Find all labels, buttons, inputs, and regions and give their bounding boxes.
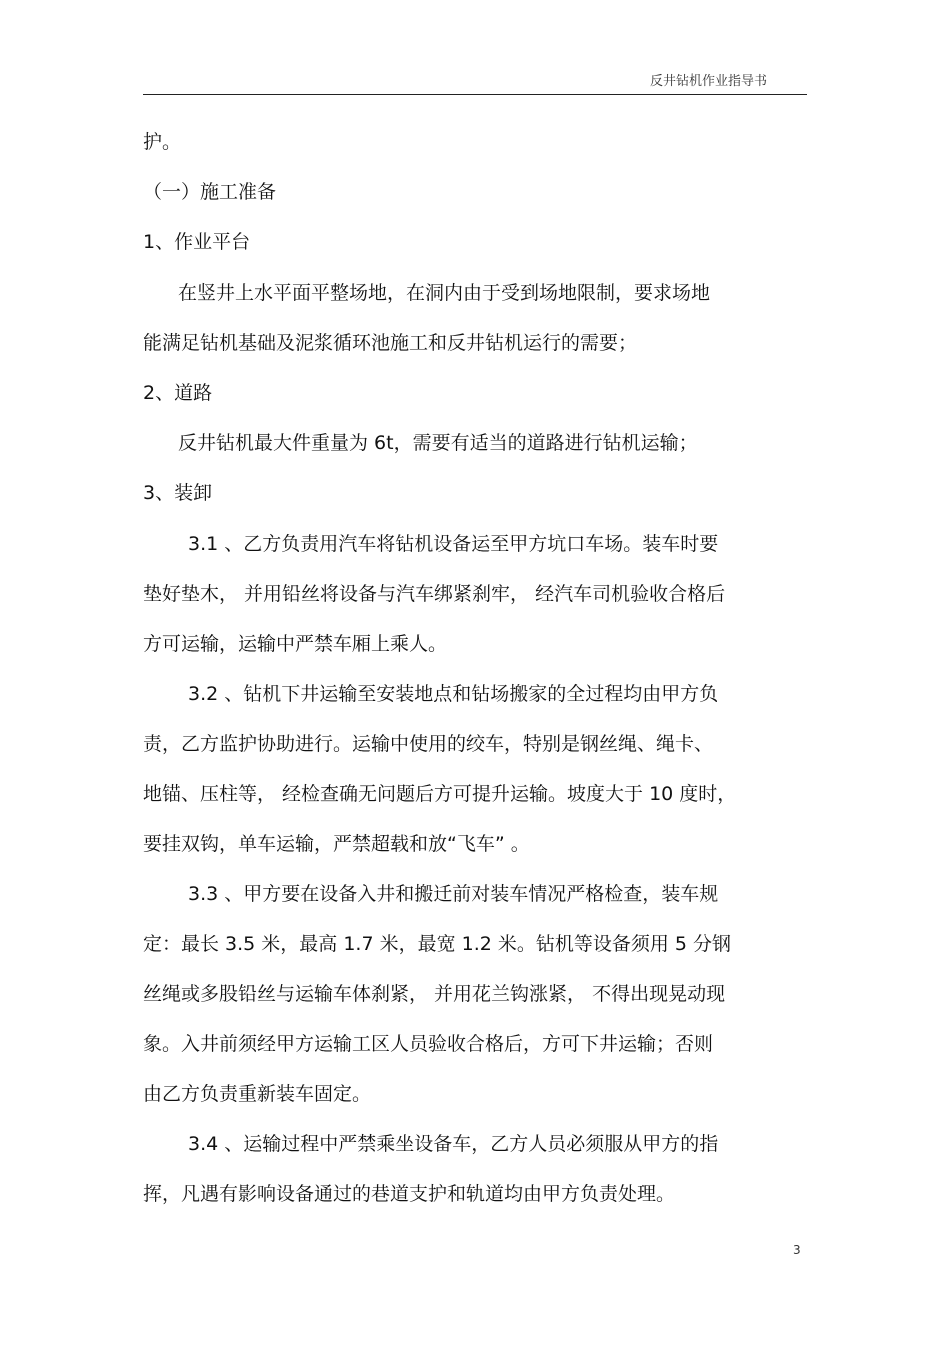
text-line: 象。入井前须经甲方运输工区人员验收合格后，方可下井运输；否则 — [143, 1033, 714, 1055]
text-line: 责，乙方监护协助进行。运输中使用的绞车，特别是钢丝绳、绳卡、 — [143, 733, 714, 755]
text-line: 能满足钻机基础及泥浆循环池施工和反井钻机运行的需要； — [143, 332, 638, 354]
text-line: 丝绳或多股铅丝与运输车体刹紧， 并用花兰钩涨紧， 不得出现晃动现 — [143, 983, 726, 1005]
header-title: 反井钻机作业指导书 — [649, 74, 767, 89]
text-line: 要挂双钩，单车运输，严禁超载和放“飞车” 。 — [143, 833, 530, 855]
text-line: 在竖井上水平面平整场地，在洞内由于受到场地限制，要求场地 — [178, 282, 711, 304]
section-heading: （一）施工准备 — [143, 181, 277, 203]
text-line: 由乙方负责重新装车固定。 — [143, 1083, 372, 1105]
text-line: 护。 — [143, 131, 182, 153]
text-line: 定：最长 3.5 米，最高 1.7 米，最宽 1.2 米。钻机等设备须用 5 分钢 — [143, 933, 732, 955]
text-line: 3.3 、甲方要在设备入井和搬迁前对装车情况严格检查，装车规 — [188, 883, 719, 905]
text-line: 垫好垫木， 并用铅丝将设备与汽车绑紧刹牢， 经汽车司机验收合格后 — [143, 583, 726, 605]
text-line: 挥，凡遇有影响设备通过的巷道支护和轨道均由甲方负责处理。 — [143, 1183, 676, 1205]
text-line: 地锚、压柱等， 经检查确无问题后方可提升运输。坡度大于 10 度时， — [143, 783, 737, 805]
subsection-heading: 1、作业平台 — [143, 231, 251, 253]
subsection-heading: 3、装卸 — [143, 482, 213, 504]
text-line: 3.4 、运输过程中严禁乘坐设备车，乙方人员必须服从甲方的指 — [188, 1133, 719, 1155]
text-line: 反井钻机最大件重量为 6t，需要有适当的道路进行钻机运输； — [178, 432, 698, 454]
text-line: 3.2 、钻机下井运输至安装地点和钻场搬家的全过程均由甲方负 — [188, 683, 719, 705]
page-header — [143, 68, 807, 95]
text-line: 3.1 、乙方负责用汽车将钻机设备运至甲方坑口车场。装车时要 — [188, 533, 719, 555]
text-line: 方可运输，运输中严禁车厢上乘人。 — [143, 633, 448, 655]
page-number: 3 — [793, 1243, 801, 1257]
subsection-heading: 2、道路 — [143, 382, 213, 404]
